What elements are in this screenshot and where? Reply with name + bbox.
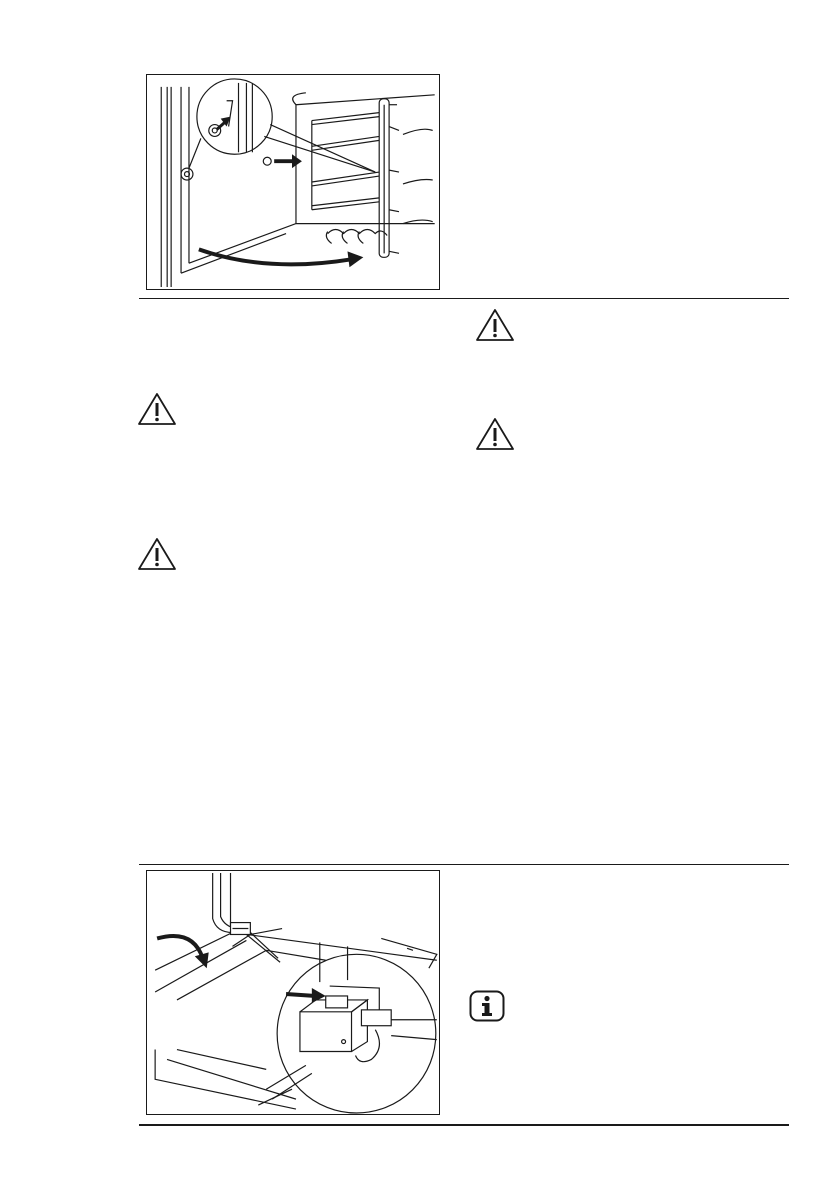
warning-triangle-icon bbox=[137, 392, 177, 426]
shelf-support-removal-illustration bbox=[146, 74, 440, 290]
information-icon bbox=[469, 990, 505, 1022]
oven-shelf-support-diagram bbox=[147, 75, 439, 289]
warning-triangle-icon bbox=[475, 417, 515, 451]
section-divider-bottom bbox=[139, 864, 789, 865]
oven-door-glass-clip-illustration bbox=[146, 870, 440, 1115]
warning-triangle-icon bbox=[137, 537, 177, 571]
page-footer-rule bbox=[139, 1124, 789, 1126]
warning-triangle-icon bbox=[475, 308, 515, 342]
door-glass-clip-diagram bbox=[147, 871, 439, 1114]
section-divider-top bbox=[139, 298, 789, 299]
